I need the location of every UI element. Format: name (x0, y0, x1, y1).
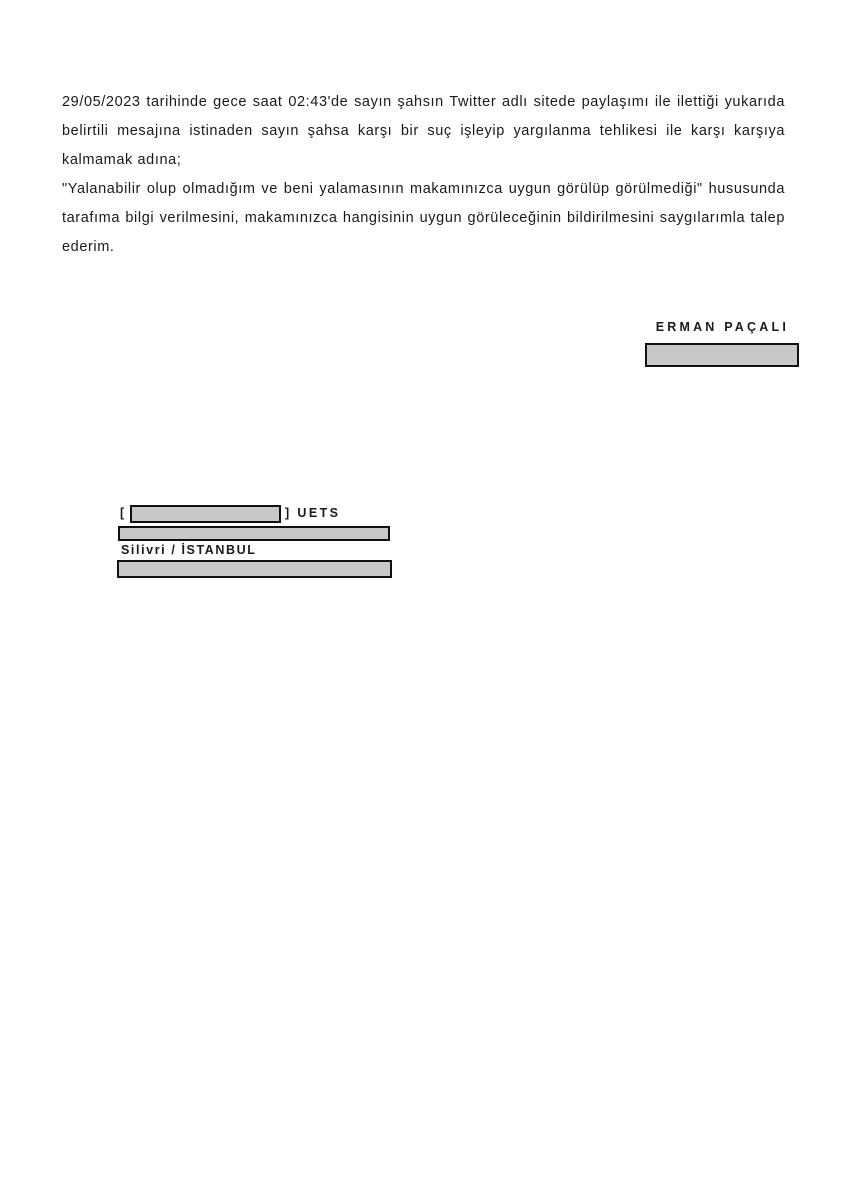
address-bracket-open: [ (120, 506, 127, 520)
petition-body (62, 88, 785, 262)
redacted-uets-code (130, 505, 281, 523)
redacted-address-line-2 (117, 560, 392, 578)
address-city: Silivri / İSTANBUL (121, 543, 257, 557)
paragraph-intro: 29/05/2023 tarihinde gece saat 02:43'de sayın şahsın Twitter adlı sitede paylaşımı ile ilettiği yukarıda belirtili mesajına istinaden sayın şahsa karşı bir suç işleyip yargılanma tehlikesi ile karşı karşıya kalmamak adına; (62, 94, 785, 168)
redacted-address-line (118, 526, 390, 541)
address-uets-label: ] UETS (285, 506, 341, 520)
signature-name: ERMAN PAÇALI (655, 320, 789, 334)
redacted-signature-block (645, 343, 799, 367)
paragraph-request: "Yalanabilir olup olmadığım ve beni yalamasının makamınızca uygun görülüp görülmediği" hususunda tarafıma bilgi verilmesini, makamınızca hangisinin uygun görüleceğinin bildirilmesini saygılarımla talep ederim. (62, 181, 785, 255)
